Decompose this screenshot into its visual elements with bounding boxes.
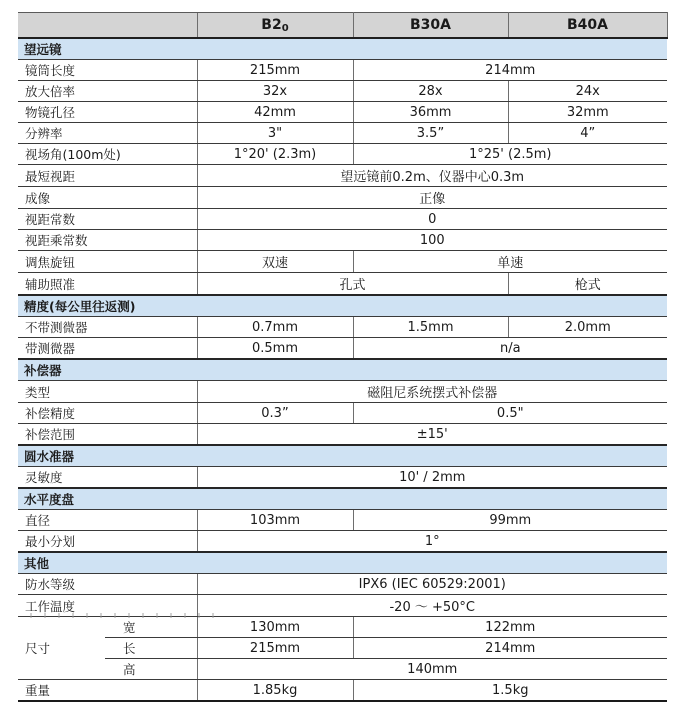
value-b30a-b40a: 214mm <box>353 638 667 659</box>
dimension-sub-label: 宽 <box>105 617 197 638</box>
row-label: 视距常数 <box>18 209 197 230</box>
row-label: 灵敏度 <box>18 467 197 489</box>
model-header-row <box>18 13 667 39</box>
row-label: 最小分划 <box>18 531 197 553</box>
row-min-focus <box>18 165 667 187</box>
section-circular-level <box>18 445 667 467</box>
section-compensator <box>18 359 667 381</box>
value-b40a: 32mm <box>508 102 667 123</box>
row-label: 辅助照准 <box>18 273 197 296</box>
value-b40a: 枪式 <box>508 273 667 296</box>
value-b40a: 2.0mm <box>508 317 667 338</box>
section-title: 精度(每公里往返测) <box>18 295 667 317</box>
value-all: 100 <box>197 230 667 251</box>
section-title: 圆水准器 <box>18 445 667 467</box>
row-circle-diameter <box>18 510 667 531</box>
value-all: 10' / 2mm <box>197 467 667 489</box>
value-b20: 103mm <box>197 510 353 531</box>
row-image <box>18 187 667 209</box>
row-label: 视场角(100m处) <box>18 144 197 165</box>
value-b30a-b40a: 1°25' (2.5m) <box>353 144 667 165</box>
value-b20: 215mm <box>197 60 353 81</box>
section-telescope <box>18 38 667 60</box>
row-label: 补偿范围 <box>18 424 197 446</box>
value-b30a-b40a: n/a <box>353 338 667 360</box>
row-aux-sighting <box>18 273 667 296</box>
row-label: 补偿精度 <box>18 403 197 424</box>
value-b30a-b40a: 214mm <box>353 60 667 81</box>
row-label: 防水等级 <box>18 574 197 595</box>
dimension-sub-label: 长 <box>105 638 197 659</box>
row-label: 视距乘常数 <box>18 230 197 251</box>
header-model-b40a <box>508 13 667 39</box>
row-compensator-accuracy <box>18 403 667 424</box>
row-label: 不带测微器 <box>18 317 197 338</box>
value-b20: 0.5mm <box>197 338 353 360</box>
row-label: 类型 <box>18 381 197 403</box>
section-other <box>18 552 667 574</box>
row-resolving-power <box>18 123 667 144</box>
value-b40a: 24x <box>508 81 667 102</box>
row-label: 物镜孔径 <box>18 102 197 123</box>
row-with-micrometer <box>18 338 667 360</box>
row-label: 带测微器 <box>18 338 197 360</box>
value-b30a: 1.5mm <box>353 317 508 338</box>
header-model-b20 <box>197 13 353 39</box>
spec-table <box>18 12 668 702</box>
section-title: 其他 <box>18 552 667 574</box>
row-magnification <box>18 81 667 102</box>
value-all: IPX6 (IEC 60529:2001) <box>197 574 667 595</box>
row-weight <box>18 680 667 702</box>
row-label: 直径 <box>18 510 197 531</box>
row-label: 工作温度 <box>18 595 197 617</box>
value-b30a: 28x <box>353 81 508 102</box>
model-name: B2 <box>261 16 282 33</box>
model-name: B30A <box>410 17 451 33</box>
section-title: 补偿器 <box>18 359 667 381</box>
value-b20: 1°20' (2.3m) <box>197 144 353 165</box>
row-label: 成像 <box>18 187 197 209</box>
value-b30a: 36mm <box>353 102 508 123</box>
value-all: 0 <box>197 209 667 230</box>
value-b20: 双速 <box>197 251 353 273</box>
header-corner-cell <box>18 13 197 39</box>
row-tube-length <box>18 60 667 81</box>
section-accuracy <box>18 295 667 317</box>
value-b20: 215mm <box>197 638 353 659</box>
value-all: -20 ～ +50°C <box>197 595 667 617</box>
value-b30a: 3.5” <box>353 123 508 144</box>
value-all: 140mm <box>197 659 667 680</box>
row-compensator-type <box>18 381 667 403</box>
value-b20: 42mm <box>197 102 353 123</box>
value-b30a-b40a: 单速 <box>353 251 667 273</box>
row-label: 重量 <box>18 680 197 702</box>
value-b20: 0.3” <box>197 403 353 424</box>
row-sensitivity <box>18 467 667 489</box>
value-b30a-b40a: 99mm <box>353 510 667 531</box>
row-aperture <box>18 102 667 123</box>
row-label: 镜筒长度 <box>18 60 197 81</box>
value-all: 望远镜前0.2m、仪器中心0.3m <box>197 165 667 187</box>
row-stadia-constant <box>18 209 667 230</box>
value-all: ±15' <box>197 424 667 446</box>
cropped-text-artifact <box>30 613 220 618</box>
value-b20: 32x <box>197 81 353 102</box>
row-label: 最短视距 <box>18 165 197 187</box>
model-name: B40A <box>567 17 608 33</box>
dimension-sub-label: 高 <box>105 659 197 680</box>
value-b20: 3" <box>197 123 353 144</box>
value-all: 磁阻尼系统摆式补偿器 <box>197 381 667 403</box>
model-name-subscript: 0 <box>281 22 289 34</box>
row-waterproof <box>18 574 667 595</box>
value-b20: 130mm <box>197 617 353 638</box>
row-stadia-multiplier <box>18 230 667 251</box>
row-label: 调焦旋钮 <box>18 251 197 273</box>
row-dimension-width <box>18 617 667 638</box>
value-b20: 1.85kg <box>197 680 353 702</box>
row-dimension-height <box>18 659 667 680</box>
row-compensator-range <box>18 424 667 446</box>
row-focus-knob <box>18 251 667 273</box>
row-label: 分辨率 <box>18 123 197 144</box>
value-b30a-b40a: 122mm <box>353 617 667 638</box>
value-b20-b30a: 孔式 <box>197 273 508 296</box>
value-b40a: 4” <box>508 123 667 144</box>
section-title: 水平度盘 <box>18 488 667 510</box>
value-b30a-b40a: 1.5kg <box>353 680 667 702</box>
value-b30a-b40a: 0.5" <box>353 403 667 424</box>
dimensions-label: 尺寸 <box>18 617 105 680</box>
value-b20: 0.7mm <box>197 317 353 338</box>
row-label: 放大倍率 <box>18 81 197 102</box>
section-title: 望远镜 <box>18 38 667 60</box>
value-all: 正像 <box>197 187 667 209</box>
header-model-b30a <box>353 13 508 39</box>
row-without-micrometer <box>18 317 667 338</box>
section-horizontal-circle <box>18 488 667 510</box>
row-min-graduation <box>18 531 667 553</box>
value-all: 1° <box>197 531 667 553</box>
row-field-of-view <box>18 144 667 165</box>
row-dimension-length <box>18 638 667 659</box>
